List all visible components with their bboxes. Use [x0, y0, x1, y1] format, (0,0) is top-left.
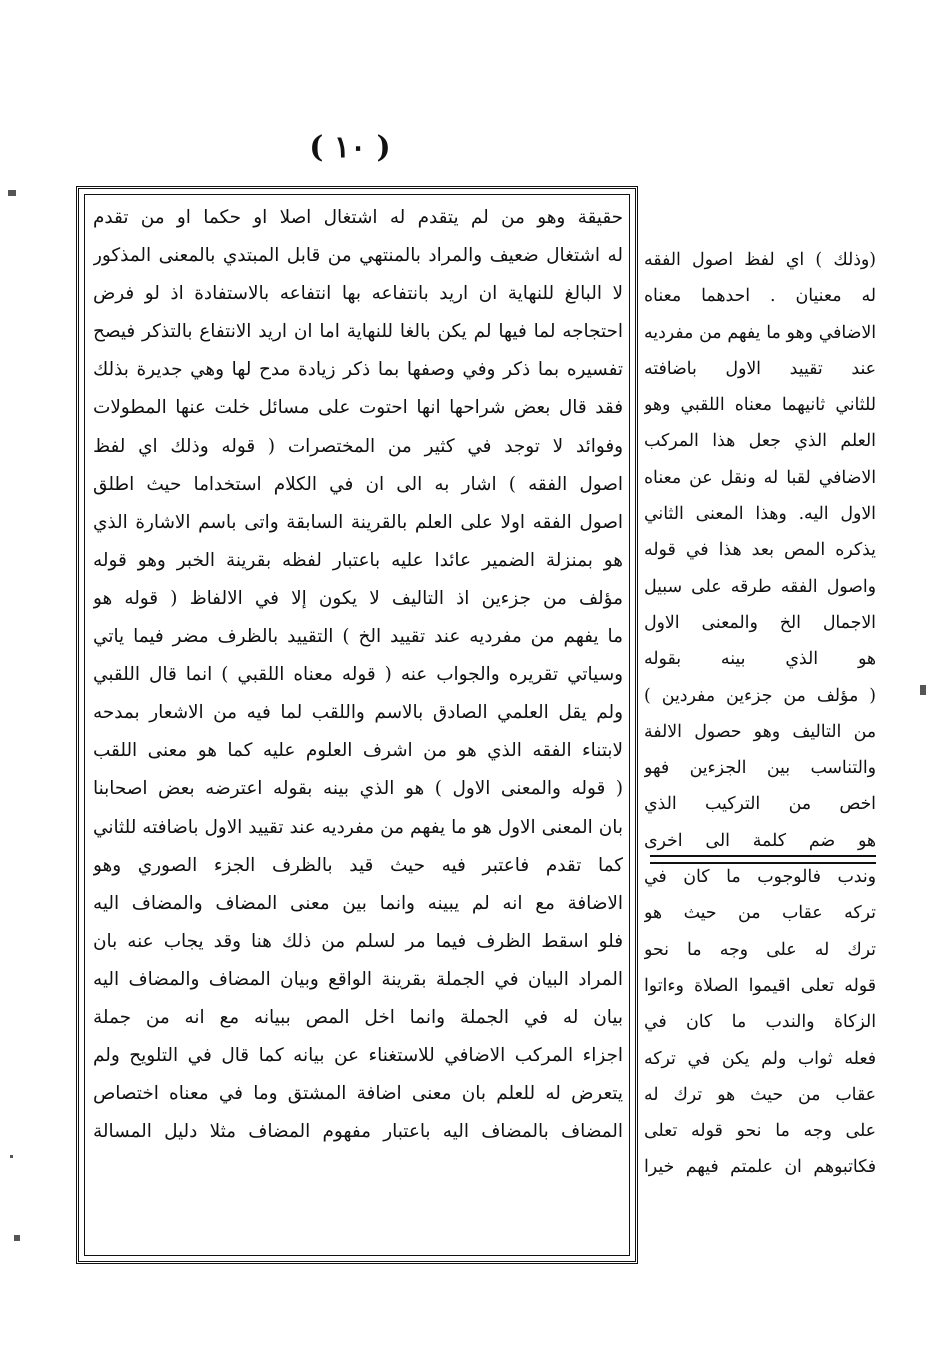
- main-text-line: ( قوله والمعنى الاول ) هو الذي بينه بقوله اعترضه بعض اصحابنا: [93, 778, 623, 800]
- scan-speck: [8, 190, 16, 196]
- side-text-line: على وجه ما نحو قوله تعلى: [644, 1121, 876, 1142]
- main-text-line: ولم يقل العلمي الصادق بالاسم واللقب لما فيه من الاشعار بمدحه: [93, 702, 623, 724]
- main-text-line: اصول الفقه اولا على العلم بالقرينة السابقة واتى باسم الاشارة الذي: [93, 511, 623, 533]
- side-text-line: ( مؤلف من جزءين مفردين ): [644, 685, 876, 706]
- side-text-line: من التاليف وهو حصول الالفة: [644, 721, 876, 742]
- main-text-line: بيان له في الجملة وانما اخل المص ببيانه مع انه من جملة: [93, 1006, 623, 1028]
- side-text-line: الزكاة والندب ما كان في: [644, 1012, 876, 1033]
- main-text-line: حقيقة وهو من لم يتقدم له اشتغال اصلا او حكما او من تقدم: [93, 207, 623, 228]
- side-text-line: اخص من التركيب الذي: [644, 794, 876, 815]
- main-text-line: فقد قال بعض شراحها انها احتوت على مسائل خلت عنها المطولات: [93, 397, 623, 419]
- side-divider-top: [650, 855, 876, 857]
- side-text-line: فعله ثواب ولم يكن في تركه: [644, 1048, 876, 1069]
- side-text-line: العلم الذي جعل هذا المركب: [644, 431, 876, 452]
- page-number: ( ١٠ ): [309, 130, 391, 165]
- main-text-line: لا البالغ للنهاية ان اريد بانتفاعه بها انتفاعه بالاستفادة اذ لو فرض: [93, 283, 623, 305]
- main-text-line: كما تقدم فاعتبر فيه حيث قيد بالظرف الجزء الصوري وهو: [93, 854, 623, 876]
- side-text-line: والتناسب بين الجزءين فهو: [644, 758, 876, 779]
- main-text-line: وسياتي تقريره والجواب عنه ( قوله معناه اللقبي ) انما قال اللقبي: [93, 664, 623, 686]
- scan-speck: [14, 1235, 20, 1241]
- side-text-line: هو ضم كلمة الى اخرى: [644, 830, 876, 851]
- side-text-line: قوله تعلى اقيموا الصلاة وءاتوا: [644, 975, 876, 996]
- main-text-line: له اشتغال ضعيف والمراد بالمنتهي من قابل المبتدي بالمعنى المذكور: [93, 245, 623, 267]
- main-text-line: يتعرض له للعلم بان معنى اضافة المشتق وما في معناه اختصاص: [93, 1083, 623, 1105]
- side-text-line: عند تقييد الاول باضافته: [644, 358, 876, 379]
- main-text-line: بان المعنى الاول هو ما يفهم من مفرديه عند تقييد الاول باضافته للثاني: [93, 816, 623, 838]
- side-text-line: الاضافي لقبا له ونقل عن معناه: [644, 467, 876, 488]
- side-text-line: وندب فالوجوب ما كان في: [644, 867, 876, 888]
- side-text-line: الاضافي وهو ما يفهم من مفرديه: [644, 322, 876, 343]
- main-text-line: هو بمنزلة الضمير عائدا عليه باعتبار لفظه بقرينة الخبر وهو قوله: [93, 549, 623, 571]
- side-text-line: تركه عقاب من حيث هو: [644, 903, 876, 924]
- main-text-line: اجزاء المركب الاضافي للاستغناء عن بيانه كما قال في التلويح ولم: [93, 1045, 623, 1067]
- main-text-line: المراد البيان في الجملة بقرينة الواقع وبيان المضاف والمضاف اليه: [93, 968, 623, 990]
- scan-speck: [10, 1155, 13, 1158]
- main-text-body: [93, 199, 623, 1151]
- side-text-line: (وذلك ) اي لفظ اصول الفقه: [644, 250, 876, 270]
- side-text-line: هو الذي بينه بقوله: [644, 649, 876, 670]
- main-text-line: ما يفهم من مفرديه عند تقييد الخ ) التقييد بالظرف مضر فيما ياتي: [93, 626, 623, 648]
- main-text-line: اصول الفقه ) اشار به الى ان في الكلام استخداما حيث اطلق: [93, 473, 623, 495]
- side-text-line: الاول اليه. وهذا المعنى الثاني: [644, 504, 876, 525]
- main-text-line: المضاف بالمضاف اليه باعتبار مفهوم المضاف مثلا دليل المسالة: [93, 1121, 623, 1143]
- side-text-line: يذكره المص بعد هذا في قوله: [644, 540, 876, 561]
- side-text-line: له معنيان . احدهما معناه: [644, 286, 876, 307]
- main-text-line: مؤلف من جزءين اذ التاليف لا يكون إلا في الالفاظ ( قوله هو: [93, 587, 623, 609]
- main-text-line: تفسيره بما ذكر وفي وصفها بما ذكر زيادة مدح لها وهي جديرة بذلك: [93, 359, 623, 381]
- scan-speck: [920, 685, 926, 695]
- side-divider-bottom: [650, 862, 876, 864]
- main-text-line: احتجاجه لما فيها لم يكن بالغا للنهاية اما ان اريد الانتفاع بالتذكر فيصح: [93, 321, 623, 343]
- main-text-line: الاضافة مع انه لم يبينه وانما بين معنى المضاف والمضاف اليه: [93, 892, 623, 914]
- main-text-line: فلو اسقط الظرف فيما مر لسلم من ذلك هنا وقد يجاب عنه بان: [93, 930, 623, 952]
- side-text-line: عقاب من حيث هو ترك له: [644, 1084, 876, 1105]
- main-text-line: لابتناء الفقه الذي هو من اشرف العلوم عليه كما هو معنى اللقب: [93, 740, 623, 762]
- side-commentary: [644, 242, 876, 1186]
- side-text-line: للثاني ثانيهما معناه اللقبي وهو: [644, 395, 876, 416]
- side-text-line: فكاتبوهم ان علمتم فيهم خيرا: [644, 1157, 876, 1178]
- side-text-line: الاجمال الخ والمعنى الاول: [644, 612, 876, 633]
- main-text-line: وفوائد لا توجد في كثير من المختصرات ( قوله وذلك اي لفظ: [93, 435, 623, 457]
- side-text-line: ترك له على وجه ما نحو: [644, 939, 876, 960]
- main-text-frame: [76, 186, 638, 1264]
- side-text-line: واصول الفقه طرقه على سبيل: [644, 576, 876, 597]
